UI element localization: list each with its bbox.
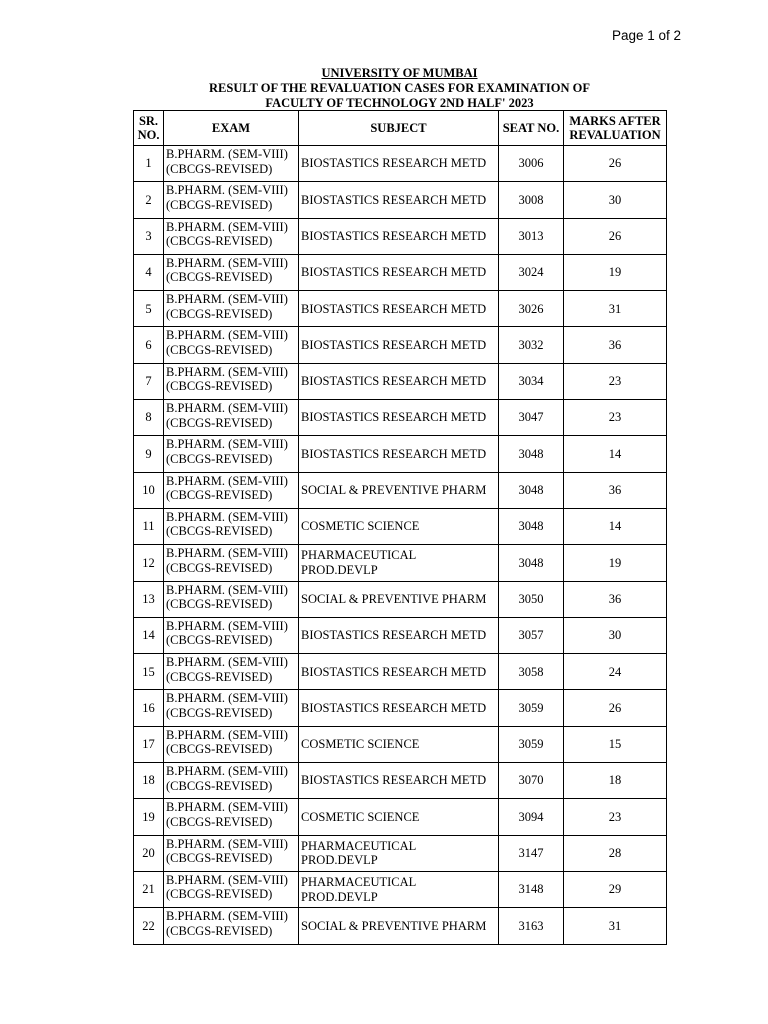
- exam-cell: B.PHARM. (SEM-VIII) (CBCGS-REVISED): [164, 908, 299, 944]
- subject-cell: PHARMACEUTICAL PROD.DEVLP: [299, 871, 499, 907]
- table-row: [134, 581, 667, 617]
- exam-cell: B.PHARM. (SEM-VIII) (CBCGS-REVISED): [164, 508, 299, 544]
- exam-cell: B.PHARM. (SEM-VIII) (CBCGS-REVISED): [164, 254, 299, 290]
- subject-cell: COSMETIC SCIENCE: [299, 726, 499, 762]
- marks-cell: 26: [564, 690, 667, 726]
- sr-no-cell: 15: [134, 654, 164, 690]
- table-row: [134, 726, 667, 762]
- seat-no-cell: 3048: [499, 508, 564, 544]
- sr-no-cell: 6: [134, 327, 164, 363]
- marks-cell: 18: [564, 763, 667, 799]
- exam-cell: B.PHARM. (SEM-VIII) (CBCGS-REVISED): [164, 654, 299, 690]
- subject-cell: BIOSTASTICS RESEARCH METD: [299, 327, 499, 363]
- table-row: [134, 763, 667, 799]
- sr-no-cell: 7: [134, 363, 164, 399]
- sr-no-cell: 20: [134, 835, 164, 871]
- exam-cell: B.PHARM. (SEM-VIII) (CBCGS-REVISED): [164, 871, 299, 907]
- marks-cell: 14: [564, 508, 667, 544]
- exam-cell: B.PHARM. (SEM-VIII) (CBCGS-REVISED): [164, 218, 299, 254]
- exam-cell: B.PHARM. (SEM-VIII) (CBCGS-REVISED): [164, 690, 299, 726]
- marks-cell: 31: [564, 908, 667, 944]
- exam-cell: B.PHARM. (SEM-VIII) (CBCGS-REVISED): [164, 726, 299, 762]
- table-row: [134, 400, 667, 436]
- sr-no-cell: 19: [134, 799, 164, 835]
- table-row: [134, 835, 667, 871]
- seat-no-cell: 3008: [499, 182, 564, 218]
- marks-cell: 30: [564, 617, 667, 653]
- sr-no-cell: 5: [134, 291, 164, 327]
- marks-cell: 36: [564, 581, 667, 617]
- table-row: [134, 871, 667, 907]
- table-row: [134, 799, 667, 835]
- marks-cell: 23: [564, 400, 667, 436]
- subject-cell: SOCIAL & PREVENTIVE PHARM: [299, 472, 499, 508]
- header-subject: SUBJECT: [299, 111, 499, 146]
- table-row: [134, 146, 667, 182]
- table-row: [134, 218, 667, 254]
- sr-no-cell: 1: [134, 146, 164, 182]
- sr-no-cell: 11: [134, 508, 164, 544]
- seat-no-cell: 3048: [499, 436, 564, 472]
- table-header-row: [134, 111, 667, 146]
- document-heading: [133, 66, 666, 111]
- marks-cell: 29: [564, 871, 667, 907]
- exam-cell: B.PHARM. (SEM-VIII) (CBCGS-REVISED): [164, 545, 299, 581]
- seat-no-cell: 3059: [499, 726, 564, 762]
- marks-cell: 26: [564, 218, 667, 254]
- table-row: [134, 182, 667, 218]
- seat-no-cell: 3058: [499, 654, 564, 690]
- marks-cell: 15: [564, 726, 667, 762]
- exam-cell: B.PHARM. (SEM-VIII) (CBCGS-REVISED): [164, 327, 299, 363]
- seat-no-cell: 3006: [499, 146, 564, 182]
- table-row: [134, 291, 667, 327]
- marks-cell: 28: [564, 835, 667, 871]
- header-marks: [564, 111, 667, 146]
- seat-no-cell: 3048: [499, 472, 564, 508]
- header-exam: EXAM: [164, 111, 299, 146]
- table-row: [134, 617, 667, 653]
- sr-no-cell: 22: [134, 908, 164, 944]
- exam-cell: B.PHARM. (SEM-VIII) (CBCGS-REVISED): [164, 835, 299, 871]
- subject-cell: BIOSTASTICS RESEARCH METD: [299, 363, 499, 399]
- header-sr-line1: SR.: [138, 113, 159, 128]
- table-row: [134, 545, 667, 581]
- table-row: [134, 472, 667, 508]
- seat-no-cell: 3057: [499, 617, 564, 653]
- exam-cell: B.PHARM. (SEM-VIII) (CBCGS-REVISED): [164, 291, 299, 327]
- seat-no-cell: 3034: [499, 363, 564, 399]
- exam-cell: B.PHARM. (SEM-VIII) (CBCGS-REVISED): [164, 146, 299, 182]
- marks-cell: 19: [564, 545, 667, 581]
- marks-cell: 24: [564, 654, 667, 690]
- subject-cell: COSMETIC SCIENCE: [299, 508, 499, 544]
- seat-no-cell: 3013: [499, 218, 564, 254]
- sr-no-cell: 2: [134, 182, 164, 218]
- seat-no-cell: 3059: [499, 690, 564, 726]
- exam-cell: B.PHARM. (SEM-VIII) (CBCGS-REVISED): [164, 182, 299, 218]
- table-row: [134, 327, 667, 363]
- sr-no-cell: 4: [134, 254, 164, 290]
- sr-no-cell: 17: [134, 726, 164, 762]
- table-row: [134, 908, 667, 944]
- table-row: [134, 363, 667, 399]
- table-body: [134, 146, 667, 945]
- subject-cell: BIOSTASTICS RESEARCH METD: [299, 218, 499, 254]
- exam-cell: B.PHARM. (SEM-VIII) (CBCGS-REVISED): [164, 581, 299, 617]
- marks-cell: 19: [564, 254, 667, 290]
- seat-no-cell: 3026: [499, 291, 564, 327]
- subject-cell: BIOSTASTICS RESEARCH METD: [299, 690, 499, 726]
- exam-cell: B.PHARM. (SEM-VIII) (CBCGS-REVISED): [164, 436, 299, 472]
- seat-no-cell: 3032: [499, 327, 564, 363]
- table-row: [134, 436, 667, 472]
- header-marks-line2: REVALUATION: [569, 128, 661, 142]
- table-row: [134, 508, 667, 544]
- seat-no-cell: 3070: [499, 763, 564, 799]
- subject-cell: SOCIAL & PREVENTIVE PHARM: [299, 581, 499, 617]
- header-marks-line1: MARKS AFTER: [569, 113, 661, 128]
- subject-cell: BIOSTASTICS RESEARCH METD: [299, 763, 499, 799]
- subject-cell: BIOSTASTICS RESEARCH METD: [299, 146, 499, 182]
- subject-cell: BIOSTASTICS RESEARCH METD: [299, 617, 499, 653]
- sr-no-cell: 10: [134, 472, 164, 508]
- table-row: [134, 654, 667, 690]
- subject-cell: BIOSTASTICS RESEARCH METD: [299, 291, 499, 327]
- marks-cell: 36: [564, 472, 667, 508]
- sr-no-cell: 13: [134, 581, 164, 617]
- marks-cell: 36: [564, 327, 667, 363]
- heading-faculty: FACULTY OF TECHNOLOGY 2ND HALF' 2023: [265, 96, 534, 110]
- sr-no-cell: 16: [134, 690, 164, 726]
- seat-no-cell: 3148: [499, 871, 564, 907]
- subject-cell: PHARMACEUTICAL PROD.DEVLP: [299, 545, 499, 581]
- marks-cell: 23: [564, 799, 667, 835]
- marks-cell: 14: [564, 436, 667, 472]
- exam-cell: B.PHARM. (SEM-VIII) (CBCGS-REVISED): [164, 400, 299, 436]
- subject-cell: COSMETIC SCIENCE: [299, 799, 499, 835]
- marks-cell: 23: [564, 363, 667, 399]
- seat-no-cell: 3147: [499, 835, 564, 871]
- header-seat-no: SEAT NO.: [499, 111, 564, 146]
- table-row: [134, 690, 667, 726]
- sr-no-cell: 21: [134, 871, 164, 907]
- marks-cell: 30: [564, 182, 667, 218]
- marks-cell: 31: [564, 291, 667, 327]
- seat-no-cell: 3163: [499, 908, 564, 944]
- subject-cell: SOCIAL & PREVENTIVE PHARM: [299, 908, 499, 944]
- subject-cell: PHARMACEUTICAL PROD.DEVLP: [299, 835, 499, 871]
- subject-cell: BIOSTASTICS RESEARCH METD: [299, 182, 499, 218]
- revaluation-results-table: [133, 110, 667, 945]
- sr-no-cell: 14: [134, 617, 164, 653]
- heading-title: RESULT OF THE REVALUATION CASES FOR EXAMINATION OF: [209, 81, 590, 95]
- sr-no-cell: 9: [134, 436, 164, 472]
- sr-no-cell: 3: [134, 218, 164, 254]
- subject-cell: BIOSTASTICS RESEARCH METD: [299, 254, 499, 290]
- exam-cell: B.PHARM. (SEM-VIII) (CBCGS-REVISED): [164, 363, 299, 399]
- sr-no-cell: 18: [134, 763, 164, 799]
- seat-no-cell: 3050: [499, 581, 564, 617]
- exam-cell: B.PHARM. (SEM-VIII) (CBCGS-REVISED): [164, 617, 299, 653]
- header-sr-no: [134, 111, 164, 146]
- page-number: Page 1 of 2: [612, 28, 682, 43]
- seat-no-cell: 3094: [499, 799, 564, 835]
- subject-cell: BIOSTASTICS RESEARCH METD: [299, 400, 499, 436]
- header-sr-line2: NO.: [137, 128, 160, 142]
- seat-no-cell: 3024: [499, 254, 564, 290]
- exam-cell: B.PHARM. (SEM-VIII) (CBCGS-REVISED): [164, 472, 299, 508]
- subject-cell: BIOSTASTICS RESEARCH METD: [299, 436, 499, 472]
- sr-no-cell: 12: [134, 545, 164, 581]
- marks-cell: 26: [564, 146, 667, 182]
- exam-cell: B.PHARM. (SEM-VIII) (CBCGS-REVISED): [164, 763, 299, 799]
- heading-university: UNIVERSITY OF MUMBAI: [321, 66, 478, 80]
- seat-no-cell: 3048: [499, 545, 564, 581]
- seat-no-cell: 3047: [499, 400, 564, 436]
- exam-cell: B.PHARM. (SEM-VIII) (CBCGS-REVISED): [164, 799, 299, 835]
- subject-cell: BIOSTASTICS RESEARCH METD: [299, 654, 499, 690]
- table-row: [134, 254, 667, 290]
- sr-no-cell: 8: [134, 400, 164, 436]
